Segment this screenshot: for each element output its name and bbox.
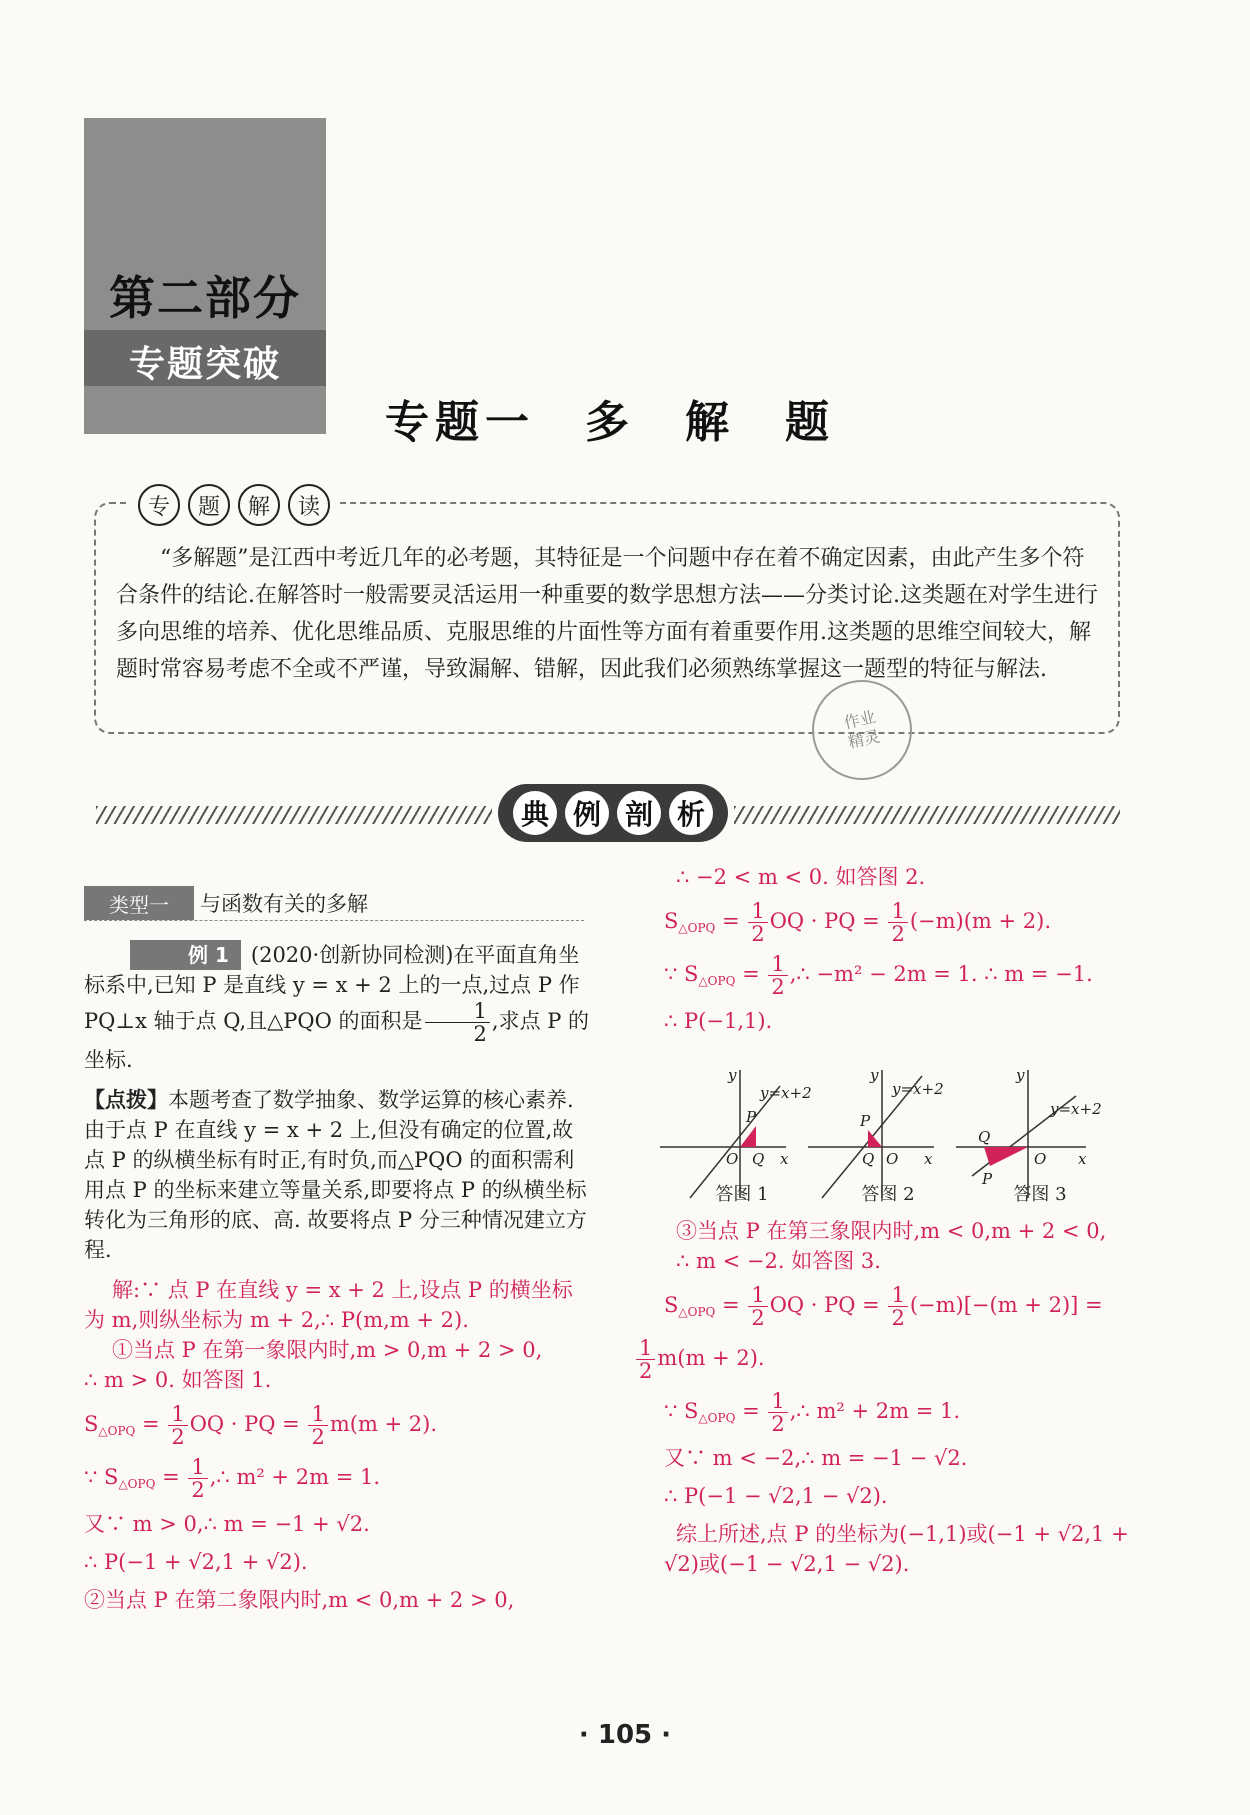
fig2-y: y — [870, 1066, 879, 1084]
fig2-x: x — [924, 1150, 933, 1168]
type-label: 类型一 — [84, 886, 194, 920]
frac-den: 2 — [751, 922, 765, 946]
case-3-a: ∴ m < −2. 如答图 3. — [676, 1249, 881, 1273]
fig3-Q: Q — [978, 1128, 991, 1146]
equals: = — [135, 1412, 167, 1436]
fig2-Q: Q — [862, 1150, 875, 1168]
fig1-x: x — [780, 1150, 789, 1168]
frac-num: 1 — [308, 1403, 327, 1426]
frac-den: 2 — [891, 1306, 905, 1330]
topic-title: 专题一 多 解 题 — [385, 397, 835, 448]
fig1-y: y — [728, 1066, 737, 1084]
fig2-O: O — [886, 1150, 899, 1168]
formula-part: OQ · PQ = — [769, 909, 887, 933]
frac-den: 2 — [171, 1425, 185, 1449]
case-3-eq — [664, 1390, 1134, 1435]
frac-num: 1 — [425, 1000, 490, 1023]
case-3: ③当点 P 在第三象限内时,m < 0,m + 2 < 0, — [676, 1219, 1107, 1243]
since: ∵ — [664, 1399, 685, 1423]
equals: = — [735, 1399, 767, 1423]
hint — [84, 1085, 590, 1265]
fig2-P: P — [860, 1112, 871, 1130]
right-column — [664, 862, 1134, 1036]
fraction — [188, 1456, 207, 1501]
banner-char: 例 — [565, 791, 609, 835]
fraction — [768, 953, 787, 998]
type-title: 与函数有关的多解 — [200, 892, 368, 916]
area-sub: △OPQ — [698, 974, 736, 988]
formula-part: ,∴ −m² − 2m = 1. ∴ m = −1. — [789, 962, 1093, 986]
intro-heading-char: 读 — [288, 484, 330, 526]
solution-intro: 解:∵ 点 P 在直线 y = x + 2 上,设点 P 的横坐标为 m,则纵坐标为 m + 2,∴ P(m,m + 2). — [84, 1278, 573, 1332]
frac-den: 2 — [311, 1425, 325, 1449]
area-symbol: S — [104, 1465, 119, 1489]
frac-num: 1 — [168, 1403, 187, 1426]
frac-num: 1 — [768, 1390, 787, 1413]
intro-heading-char: 题 — [188, 484, 230, 526]
triangle-fig1 — [740, 1126, 756, 1147]
intro-heading — [130, 484, 338, 526]
formula-part: OQ · PQ = — [189, 1412, 307, 1436]
right-column-lower — [639, 1216, 1134, 1579]
area-sub: △OPQ — [678, 921, 716, 935]
area-sub: △OPQ — [118, 1477, 156, 1491]
type-divider — [84, 920, 584, 921]
since: ∵ — [84, 1465, 105, 1489]
formula-part: (−m)(m + 2). — [909, 909, 1052, 933]
banner-char: 典 — [513, 791, 557, 835]
case-3-area-cont — [634, 1337, 1134, 1382]
fig1-P: P — [746, 1108, 757, 1126]
part-subtitle: 专题突破 — [128, 344, 281, 385]
frac-num: 1 — [636, 1337, 655, 1360]
frac-den: 2 — [473, 1022, 487, 1046]
case-3-result: 又∵ m < −2,∴ m = −1 − √2. — [664, 1446, 968, 1470]
fig2-line-label: y=x+2 — [892, 1080, 944, 1098]
page-number: · 105 · — [578, 1720, 672, 1750]
area-symbol: S — [664, 1293, 679, 1317]
frac-num: 1 — [888, 900, 907, 923]
triangle-fig3 — [984, 1147, 1028, 1166]
banner-char: 剖 — [617, 791, 661, 835]
fig3-y: y — [1016, 1066, 1025, 1084]
hint-text: 本题考查了数学抽象、数学运算的核心素养. 由于点 P 在直线 y = x + 2 上,但没有确定的位置,故点 P 的纵横坐标有时正,有时负,而△PQO 的面积需利用点 P 的坐标来建立等量关系,即要将点 P 的纵横坐标转化为三角形的底、高. 故要将点 P 分三种情况建立方程. — [84, 1088, 587, 1262]
fraction — [425, 1000, 490, 1045]
fig3-line-label: y=x+2 — [1050, 1100, 1102, 1118]
area-symbol: S — [664, 909, 679, 933]
banner-char: 析 — [669, 791, 713, 835]
example-problem — [84, 940, 590, 1075]
fraction — [748, 1284, 767, 1329]
formula-part: OQ · PQ = — [769, 1293, 887, 1317]
formula-part: m(m + 2). — [657, 1346, 765, 1370]
hint-label: 【点拨】 — [84, 1087, 168, 1112]
part-title: 第二部分 — [109, 271, 301, 325]
formula-part: ,∴ m² + 2m = 1. — [789, 1399, 960, 1423]
area-symbol: S — [684, 962, 699, 986]
fraction — [888, 900, 907, 945]
frac-num: 1 — [748, 1284, 767, 1307]
case-1-area — [84, 1403, 590, 1448]
case-3-point: ∴ P(−1 − √2,1 − √2). — [664, 1484, 888, 1508]
frac-den: 2 — [191, 1478, 205, 1502]
area-sub: △OPQ — [98, 1424, 136, 1438]
formula-part: (−m)[−(m + 2)] = — [909, 1293, 1103, 1317]
frac-num: 1 — [188, 1456, 207, 1479]
case-2-point: ∴ P(−1,1). — [664, 1009, 773, 1033]
area-sub: △OPQ — [698, 1411, 736, 1425]
intro-text: “多解题”是江西中考近几年的必考题，其特征是一个问题中存在着不确定因素，由此产生多个符合条件的结论.在解答时一般需要灵活运用一种重要的数学思想方法——分类讨论.这类题在对学生进行多向思维的培养、优化思维品质、克服思维的片面性等方面有着重要作用.这类题的思维空间较大，解题时常容易考虑不全或不严谨，导致漏解、错解，因此我们必须熟练掌握这一题型的特征与解法. — [116, 546, 1098, 682]
fraction — [308, 1403, 327, 1448]
case-1-eq — [84, 1456, 590, 1501]
area-sub: △OPQ — [678, 1305, 716, 1319]
summary: 综上所述,点 P 的坐标为(−1,1)或(−1 + √2,1 + √2)或(−1 − √2,1 − √2). — [664, 1522, 1129, 1576]
area-symbol: S — [84, 1412, 99, 1436]
frac-num: 1 — [888, 1284, 907, 1307]
figure-caption: 答图 3 — [1013, 1184, 1067, 1205]
fraction — [168, 1403, 187, 1448]
case-1-result: 又∵ m > 0,∴ m = −1 + √2. — [84, 1512, 370, 1536]
fig3-x: x — [1078, 1150, 1087, 1168]
stamp-line: 作业 — [842, 707, 878, 733]
formula-part: ,∴ m² + 2m = 1. — [209, 1465, 380, 1489]
banner-hatch-left — [96, 806, 492, 824]
banner-hatch-right — [734, 806, 1120, 824]
stamp-line: 精灵 — [846, 726, 882, 752]
frac-den: 2 — [891, 922, 905, 946]
case-2-area — [664, 900, 1134, 945]
equals: = — [715, 909, 747, 933]
fig1-Q: Q — [752, 1150, 765, 1168]
fig3-P: P — [982, 1170, 993, 1188]
area-symbol: S — [684, 1399, 699, 1423]
case-1: ①当点 P 在第一象限内时,m > 0,m + 2 > 0, — [112, 1338, 543, 1362]
frac-den: 2 — [751, 1306, 765, 1330]
case-2-eq — [664, 953, 1134, 998]
frac-den: 2 — [771, 975, 785, 999]
example-label: 例 1 — [130, 940, 241, 970]
fraction — [768, 1390, 787, 1435]
case-2: ②当点 P 在第二象限内时,m < 0,m + 2 > 0, — [84, 1588, 515, 1612]
case-1-b: ∴ m > 0. 如答图 1. — [84, 1368, 272, 1392]
equals: = — [735, 962, 767, 986]
figure-caption: 答图 1 — [715, 1184, 769, 1205]
frac-num: 1 — [768, 953, 787, 976]
solution-left — [84, 1275, 590, 1615]
formula-part: m(m + 2). — [329, 1412, 438, 1436]
case-2-a: ∴ −2 < m < 0. 如答图 2. — [676, 865, 926, 889]
fraction — [636, 1337, 655, 1382]
fig3-O: O — [1034, 1150, 1047, 1168]
equals: = — [155, 1465, 187, 1489]
since: ∵ — [664, 962, 685, 986]
section-banner — [498, 784, 728, 842]
frac-num: 1 — [748, 900, 767, 923]
frac-den: 2 — [639, 1359, 653, 1383]
frac-den: 2 — [771, 1412, 785, 1436]
case-1-point: ∴ P(−1 + √2,1 + √2). — [84, 1550, 308, 1574]
fig1-line-label: y=x+2 — [760, 1084, 812, 1102]
problem-text: ,求点 P 的坐标. — [84, 1009, 590, 1072]
equals: = — [715, 1293, 747, 1317]
intro-heading-char: 解 — [238, 484, 280, 526]
figure-caption: 答图 2 — [861, 1184, 915, 1205]
fig1-O: O — [726, 1150, 739, 1168]
fraction — [748, 900, 767, 945]
problem-text: (2020·创新协同检测)在平面直角坐标系中,已知 P 是直线 y = x + 2 上的一点,过点 P 作 PQ⊥x 轴于点 Q,且△PQO 的面积是 — [84, 943, 580, 1033]
case-3-area — [664, 1284, 1134, 1329]
intro-heading-char: 专 — [138, 484, 180, 526]
fraction — [888, 1284, 907, 1329]
left-column — [84, 940, 590, 1615]
